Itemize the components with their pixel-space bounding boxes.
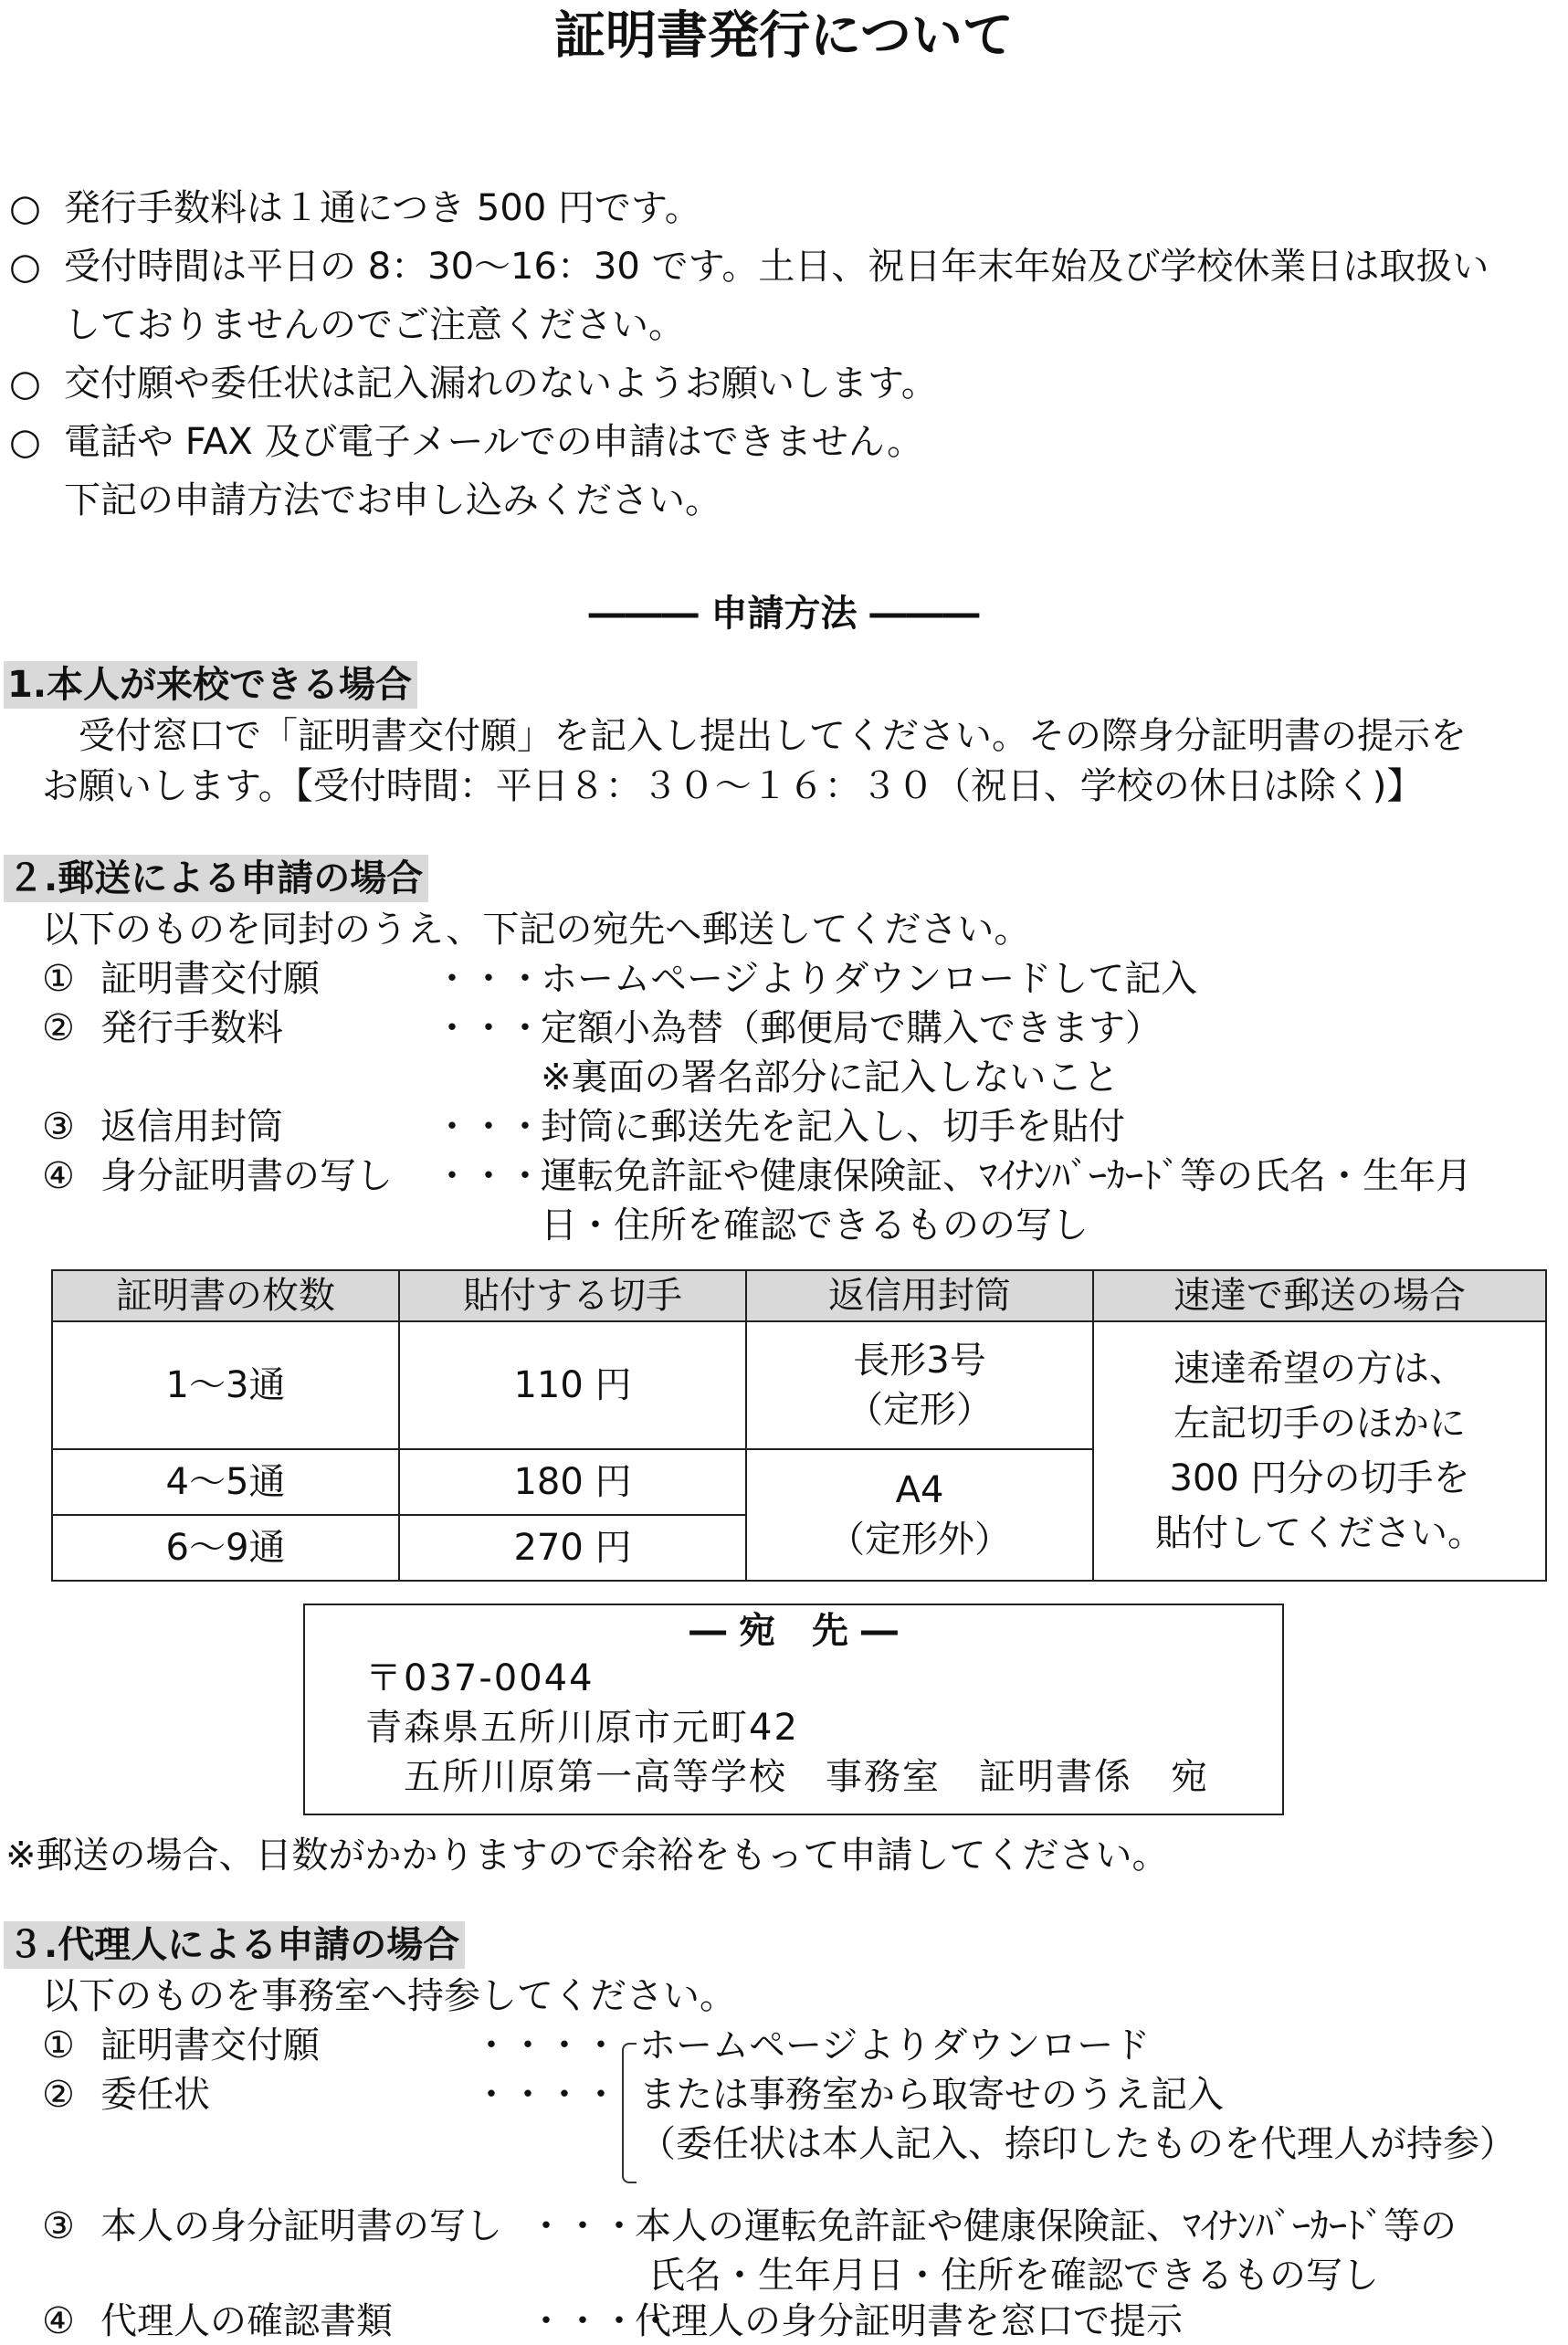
- stamp-amount: 110 円: [399, 1321, 746, 1449]
- item-number: ③: [42, 2205, 75, 2247]
- notice-fee: 発行手数料は１通につき 500 円です。: [64, 187, 701, 229]
- express-line: 貼付してください。: [1155, 1512, 1484, 1554]
- stamp-amount: 270 円: [399, 1515, 746, 1581]
- express-line: 左記切手のほかに: [1173, 1403, 1466, 1445]
- item-desc: 封筒に郵送先を記入し、切手を貼付: [541, 1106, 1125, 1148]
- section1-heading: 1.本人が来校できる場合: [4, 661, 417, 709]
- table-header: 返信用封筒: [746, 1270, 1093, 1321]
- notice-mark: ○: [9, 363, 41, 405]
- item-label: 身分証明書の写し: [100, 1155, 393, 1197]
- section3-intro: 以下のものを事務室へ持参してください。: [42, 1975, 736, 2017]
- postal-code: 〒037-0044: [365, 1657, 595, 1699]
- item-label: 返信用封筒: [100, 1106, 283, 1148]
- table-header: 証明書の枚数: [52, 1270, 399, 1321]
- notice-mark: ○: [9, 187, 41, 229]
- item-dots: ・・・・: [473, 2024, 619, 2066]
- sheet-count: 4～5通: [52, 1449, 399, 1515]
- notice-hours-cont: しておりませんのでご注意ください。: [64, 304, 685, 346]
- item-desc: 本人の運転免許証や健康保険証、ﾏｲﾅﾝﾊﾞｰｶｰﾄﾞ等の: [635, 2205, 1457, 2247]
- envelope-class: （定形外）: [828, 1519, 1011, 1561]
- item-number: ②: [42, 1007, 75, 1049]
- item-label: 証明書交付願: [100, 2024, 320, 2066]
- envelope-type: [746, 1321, 1093, 1449]
- mail-note: ※郵送の場合、日数がかかりますので余裕をもって申請してください。: [5, 1835, 1169, 1877]
- item-dots: ・・・: [434, 1106, 543, 1148]
- item-dots: ・・・: [434, 958, 543, 1000]
- express-line: 300 円分の切手を: [1169, 1457, 1470, 1499]
- section3-heading: ３.代理人による申請の場合: [4, 1921, 465, 1969]
- item-desc-note: ※裏面の署名部分に記入しないこと: [541, 1057, 1120, 1099]
- notice-no-remote: 電話や FAX 及び電子メールでの申請はできません。: [64, 421, 924, 463]
- item-desc-cont: 氏名・生年月日・住所を確認できるもの写し: [648, 2255, 1379, 2297]
- item-dots: ・・・・: [528, 2300, 674, 2342]
- address-title: ― 宛 先 ―: [689, 1610, 898, 1652]
- item-number: ④: [42, 1155, 75, 1197]
- bracket: [622, 2043, 637, 2183]
- stamp-amount: 180 円: [399, 1449, 746, 1515]
- express-line: 速達希望の方は、: [1173, 1348, 1466, 1390]
- notice-mark: ○: [9, 421, 41, 463]
- notice-no-remote-cont: 下記の申請方法でお申し込みください。: [64, 479, 721, 521]
- item-dots: ・・・: [434, 1007, 543, 1049]
- item-number: ①: [42, 2024, 75, 2066]
- item-label: 証明書交付願: [100, 958, 320, 1000]
- item-label: 委任状: [100, 2074, 210, 2116]
- envelope-size: A4: [895, 1469, 944, 1511]
- item-dots: ・・・: [528, 2205, 637, 2247]
- table-row: [52, 1321, 1546, 1449]
- item-label: 代理人の確認書類: [100, 2300, 393, 2342]
- envelope-class: （定形）: [847, 1389, 993, 1431]
- address-line: 青森県五所川原市元町42: [365, 1707, 799, 1749]
- sheet-count: 6～9通: [52, 1515, 399, 1581]
- address-box: [303, 1604, 1284, 1815]
- page-title: 証明書発行について: [554, 6, 1014, 66]
- item-label: 本人の身分証明書の写し: [100, 2205, 502, 2247]
- section1-line: お願いします。【受付時間：平日８：３０～１６：３０（祝日、学校の休日は除く)】: [42, 765, 1424, 807]
- item-desc: 代理人の身分証明書を窓口で提示: [635, 2300, 1183, 2342]
- item-dots: ・・・: [434, 1155, 543, 1197]
- section2-heading: ２.郵送による申請の場合: [4, 855, 428, 902]
- section1-line: 受付窓口で「証明書交付願」を記入し提出してください。その際身分証明書の提示を: [42, 715, 1467, 757]
- table-header: 貼付する切手: [399, 1270, 746, 1321]
- section2-intro: 以下のものを同封のうえ、下記の宛先へ郵送してください。: [42, 909, 1031, 951]
- item-desc: 定額小為替（郵便局で購入できます）: [541, 1007, 1162, 1049]
- notice-mark: ○: [9, 246, 41, 288]
- group-desc: ホームページよりダウンロード: [639, 2024, 1151, 2066]
- item-desc-cont: 日・住所を確認できるものの写し: [541, 1204, 1089, 1246]
- item-number: ②: [42, 2074, 75, 2116]
- address-recipient: 五所川原第一高等学校 事務室 証明書係 宛: [404, 1756, 1209, 1798]
- envelope-type: [746, 1449, 1093, 1581]
- fee-table: [51, 1269, 1547, 1582]
- express-note: [1093, 1321, 1546, 1581]
- table-header: 速達で郵送の場合: [1093, 1270, 1546, 1321]
- item-desc: 運転免許証や健康保険証、ﾏｲﾅﾝﾊﾞｰｶｰﾄﾞ等の氏名・生年月: [541, 1155, 1472, 1197]
- sheet-count: 1～3通: [52, 1321, 399, 1449]
- notice-forms: 交付願や委任状は記入漏れのないようお願いします。: [64, 363, 938, 405]
- item-number: ①: [42, 958, 75, 1000]
- group-desc-note: （委任状は本人記入、捺印したものを代理人が持参）: [639, 2123, 1516, 2165]
- item-dots: ・・・・: [473, 2074, 619, 2116]
- methods-heading: ――― 申請方法 ―――: [588, 593, 980, 635]
- envelope-size: 長形3号: [853, 1340, 986, 1382]
- notice-hours: 受付時間は平日の 8：30～16：30 です。土日、祝日年末年始及び学校休業日は取扱い: [64, 246, 1489, 288]
- item-number: ④: [42, 2300, 75, 2342]
- item-label: 発行手数料: [100, 1007, 283, 1049]
- group-desc: または事務室から取寄せのうえ記入: [639, 2074, 1224, 2116]
- item-number: ③: [42, 1106, 75, 1148]
- item-desc: ホームページよりダウンロードして記入: [541, 958, 1198, 1000]
